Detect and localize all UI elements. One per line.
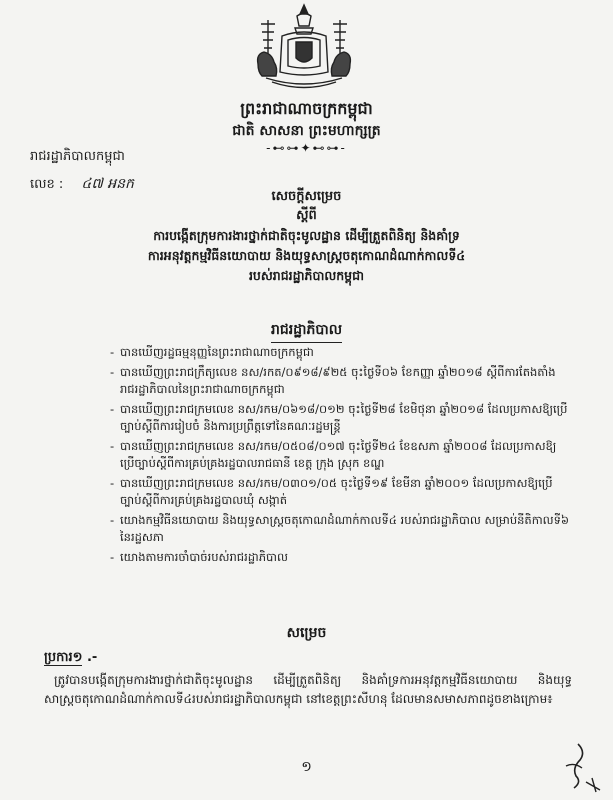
title-line: របស់រាជរដ្ឋាភិបាលកម្ពុជា: [248, 268, 365, 283]
article-label: ប្រការ១: [44, 650, 83, 665]
reference-item: - បានឃើញព្រះរាជក្រឹត្យលេខ នស/រកត/០៩១៨/៩២៥ ចុះថ្ងៃទី០៦ ខែកញ្ញា ឆ្នាំ២០១៨ ស្តីពីការតែងតាំងរាជរដ្ឋាភិបាលនៃព្រះរាជាណាចក្រកម្ពុជា: [110, 365, 556, 396]
article-body: ត្រូវបានបង្កើតក្រុមការងារថ្នាក់ជាតិចុះមូលដ្ឋាន ដើម្បីត្រួតពិនិត្យ និងគាំទ្រការអនុវត្តកម្មវិធីនយោបាយ និងយុទ្ធសាស្ត្រចតុកោណដំណាក់កាលទី៤របស់រាជរដ្ឋាភិបាលកម្ពុជា នៅខេត្តព្រះសីហនុ ដែលមានសមាសភាពដូចខាងក្រោម៖: [44, 673, 572, 706]
reference-item: - បានឃើញព្រះរាជក្រមលេខ នស/រកម/០៥០៨/០១៧ ចុះថ្ងៃទី២៤ ខែឧសភា ឆ្នាំ២០០៨ ដែលប្រកាសឱ្យប្រើច្បាប់ស្តីពីការគ្រប់គ្រងរដ្ឋបាលរាជធានី ខេត្ត ក្រុង ស្រុក ខណ្ឌ: [110, 439, 557, 470]
reference-item: - យោងតាមការចាំបាច់របស់រាជរដ្ឋាភិបាល: [110, 550, 288, 564]
title-line: ការអនុវត្តកម្មវិធីនយោបាយ និងយុទ្ធសាស្ត្រចតុកោណដំណាក់កាលទី៤: [147, 248, 466, 263]
royal-coat-of-arms-icon: [248, 2, 360, 94]
document-type: សេចក្តីសម្រេច: [271, 189, 342, 204]
legal-references-list: [110, 344, 570, 569]
government-heading-text: រាជរដ្ឋាភិបាល: [271, 320, 342, 343]
issuing-government: រាជរដ្ឋាភិបាលកម្ពុជា: [30, 149, 125, 164]
government-heading: [0, 320, 613, 343]
document-title: [40, 226, 573, 286]
document-number-value: ៤៧ អនក: [81, 176, 134, 192]
document-number-label: លេខ :: [30, 177, 64, 192]
page-number: ១: [301, 759, 312, 775]
reference-item: - បានឃើញរដ្ឋធម្មនុញ្ញនៃព្រះរាជាណាចក្រកម្ពុជា: [110, 345, 314, 359]
reference-item: - បានឃើញព្រះរាជក្រមលេខ នស/រកម/០៦១៨/០១២ ចុះថ្ងៃទី២៨ ខែមិថុនា ឆ្នាំ២០១៨ ដែលប្រកាសឱ្យប្រើច្បាប់ស្តីពីការរៀបចំ និងការប្រព្រឹត្តទៅនៃគណៈរដ្ឋមន្ត្រី: [110, 402, 568, 433]
reference-item: - បានឃើញព្រះរាជក្រមលេខ នស/រកម/០៣០១/០៥ ចុះថ្ងៃទី១៩ ខែមីនា ឆ្នាំ២០០១ ដែលប្រកាសឱ្យប្រើច្បាប់ស្តីពីការគ្រប់គ្រងរដ្ឋបាលឃុំ សង្កាត់: [110, 476, 553, 507]
handwritten-initials-icon: [556, 738, 606, 794]
ornament-divider: -⊷⊶✦⊷⊶-: [266, 141, 347, 155]
reference-item: - យោងកម្មវិធីនយោបាយ និងយុទ្ធសាស្ត្រចតុកោណដំណាក់កាលទី៤ របស់រាជរដ្ឋាភិបាល សម្រាប់នីតិកាលទី៦ នៃរដ្ឋសភា: [110, 513, 570, 544]
document-about: ស្តីពី: [296, 208, 317, 223]
decision-heading: សម្រេច: [286, 625, 327, 641]
article-suffix: .-: [82, 650, 98, 665]
title-line: ការបង្កើតក្រុមការងារថ្នាក់ជាតិចុះមូលដ្ឋាន ដើម្បីត្រួតពិនិត្យ និងគាំទ្រ: [153, 228, 460, 243]
kingdom-title: ព្រះរាជាណាចក្រកម្ពុជា: [240, 99, 373, 118]
national-motto: ជាតិ សាសនា ព្រះមហាក្សត្រ: [232, 123, 381, 139]
article-heading: [44, 649, 97, 668]
